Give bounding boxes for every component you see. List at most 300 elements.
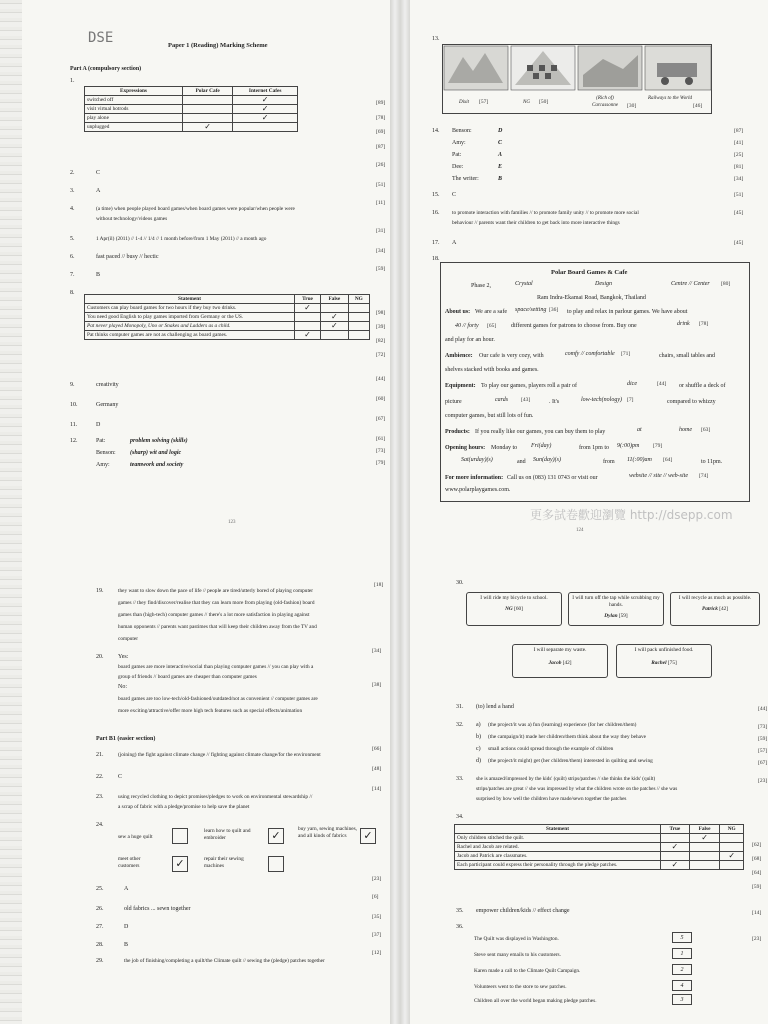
question-number: 11. (70, 422, 78, 428)
tick-cell: ✓ (183, 123, 233, 132)
form-title: Polar Board Games & Cafe (551, 269, 628, 276)
form-answer: Crystal (515, 281, 533, 287)
mark-ref: [44] (657, 381, 667, 387)
form-text: Ram Indra-Ekamai Road, Bangkok, Thailand (537, 295, 646, 301)
tick-cell: ✓ (233, 105, 298, 114)
mark-ref: [14] (752, 910, 762, 916)
form-answer: home (679, 427, 692, 433)
mark-ref: [51] (734, 192, 744, 198)
answer-text: teamwork and society (130, 462, 184, 468)
form-label: Products: (445, 429, 470, 435)
book-spine (400, 0, 410, 540)
question-number: 16. (432, 210, 440, 216)
mark-ref: [23] (752, 936, 762, 942)
table-row (85, 322, 370, 331)
pledge-text: I will recycle as much as possible. (678, 595, 752, 601)
mark-ref: [46] (693, 103, 703, 109)
form-answer: Design (595, 281, 612, 287)
answer-line: games // they find/discover/realise that they can learn more from playing (old-fashion) board (118, 600, 315, 606)
mark-ref: [60] (514, 606, 523, 612)
sub-label: b) (476, 734, 481, 740)
question-number: 30. (456, 580, 464, 586)
answer-line: games than (high-tech) computer games // there's a lot more satisfaction in playing against (118, 612, 310, 618)
mark-ref: [74] (699, 473, 709, 479)
tick-cell: ✓ (295, 331, 321, 340)
answer-text: old fabrics ... sewn together (124, 906, 191, 912)
answer-text: A (124, 886, 129, 892)
table-header: NG (348, 295, 369, 304)
mark-ref: [39] (376, 324, 386, 330)
form-answer: Centre // Center (671, 281, 710, 287)
handwritten-note: DSE (88, 30, 114, 46)
mark-ref: [61] (376, 436, 386, 442)
question-number: 15. (432, 192, 440, 198)
form-answer: Sat(urday)(s) (461, 457, 493, 463)
answer-text: (the project/it was a) fun (learning) experience (for her children/them) (488, 722, 637, 728)
answer-text: without technology/videos games (96, 216, 168, 222)
form-text: to 11pm. (701, 459, 723, 465)
table-cell: Rachel and Jacob are related. (455, 843, 661, 852)
page-edge-shadow (0, 0, 22, 540)
speaker-label: Pat: (96, 438, 106, 444)
question-number: 14. (432, 128, 440, 134)
mark-ref: [25] (734, 152, 744, 158)
mark-ref: [57] (479, 99, 489, 105)
page-123 (0, 0, 400, 540)
page-number: 123 (228, 520, 236, 525)
pledge-box (670, 592, 760, 626)
pledge-box (616, 644, 712, 678)
table-row (85, 304, 370, 313)
option-checkbox: ✓ (268, 828, 284, 844)
form-answer: cards (495, 397, 509, 403)
answer-text: A (452, 240, 457, 246)
answer-line: she is amazed/impressed by the kids' (quilt) strips/patches // she thinks the kids' (quilt) (476, 776, 656, 782)
table-row (455, 834, 744, 843)
table-cell: Each participant could express their personality through the pledge patches. (455, 861, 661, 870)
tick-cell (348, 322, 369, 331)
form-text: To play our games, players roll a pair of (481, 383, 578, 389)
picture-label: Dixit (459, 100, 469, 105)
form-answer: space/setting (515, 307, 547, 313)
mark-ref: [79] (653, 443, 663, 449)
question-number: 2. (70, 170, 75, 176)
answer-text: A (96, 188, 101, 194)
sequence-box: 5 (672, 932, 692, 943)
tick-cell (183, 96, 233, 105)
question-number: 1. (70, 78, 75, 84)
option-label: sew a huge quilt (118, 834, 153, 840)
pledge-answer: Rachel (651, 660, 667, 666)
mark-ref: [12] (372, 950, 382, 956)
pledge-box (466, 592, 562, 626)
expressions-table (84, 86, 298, 132)
question-number: 5. (70, 236, 75, 242)
form-text: Phase 2, (471, 283, 491, 289)
sequence-item: Volunteers went to the store to sew patches. (474, 984, 567, 990)
table-header: False (689, 825, 720, 834)
book-spine (390, 540, 400, 1024)
table-header: Polar Cafe (183, 87, 233, 96)
answer-line: computer (118, 636, 139, 642)
page-126 (400, 540, 768, 1024)
question-number: 35. (456, 908, 464, 914)
mark-ref: [78] (376, 115, 386, 121)
answer-text: C (96, 170, 101, 176)
mark-ref: [6] (372, 894, 379, 900)
option-checkbox: ✓ (360, 828, 376, 844)
mark-ref: [48] (372, 766, 382, 772)
question-number: 32. (456, 722, 464, 728)
mark-ref: [35] (372, 914, 382, 920)
form-answer: dice (627, 381, 637, 387)
form-answer: comfy // comfortable (565, 351, 615, 357)
table-cell: visit virtual hotrods (85, 105, 183, 114)
answer-line: group of friends // board games are cheaper than computer games (118, 674, 257, 680)
question-number: 28. (96, 942, 104, 948)
mark-ref: [44] (758, 706, 768, 712)
speaker-label: Benson: (96, 450, 116, 456)
answer-text: empower children/kids // effect change (476, 908, 570, 914)
answer-line: surprised by how well the children have made/sewn together the patches (476, 796, 627, 802)
table-row (85, 313, 370, 322)
form-answer: low-tech(nology) (581, 397, 622, 403)
tick-cell (689, 861, 720, 870)
answer-text: (the campaign/it) made her children/them think about the way they behave (488, 734, 646, 740)
table-cell: You need good English to play games imported from Germany or the US. (85, 313, 295, 322)
mark-ref: [80] (721, 281, 731, 287)
form-text: picture (445, 399, 462, 405)
answer-text: (the project/it might) get (her children/them) interested in quilting and sewing (488, 758, 653, 764)
answer-text: 1 Apr(il) (2011) // 1-4 // 1/4 // 1 month before/from 1 May (2011) // a month ago (96, 236, 267, 242)
answer-text: D (498, 128, 503, 134)
mark-ref: [68] (752, 856, 762, 862)
table-header: True (661, 825, 690, 834)
table-row (85, 331, 370, 340)
form-label: Equipment: (445, 383, 476, 389)
table-cell: play alone (85, 114, 183, 123)
mark-ref: [82] (376, 338, 386, 344)
mark-ref: [41] (734, 140, 744, 146)
tick-cell: ✓ (720, 852, 744, 861)
question-number: 7. (70, 272, 75, 278)
mark-ref: [34] (376, 248, 386, 254)
speaker-label: Dee: (452, 164, 464, 170)
form-text: If you really like our games, you can buy them to play (475, 429, 606, 435)
form-answer: 40 // forty (455, 323, 479, 329)
question-number: 22. (96, 774, 104, 780)
question-number: 6. (70, 254, 75, 260)
table-header: True (295, 295, 321, 304)
mark-ref: [78] (699, 321, 709, 327)
question-number: 27. (96, 924, 104, 930)
answer-text: (to) lend a hand (476, 704, 514, 710)
question-number: 9. (70, 382, 75, 388)
mark-ref: [59] (752, 884, 762, 890)
answer-text: B (124, 942, 129, 948)
mark-ref: [66] (372, 746, 382, 752)
picture-label: Railways to the World (647, 96, 693, 101)
question-number: 10. (70, 402, 78, 408)
tick-cell: ✓ (321, 322, 349, 331)
tick-cell: ✓ (233, 96, 298, 105)
mark-ref: [37] (372, 932, 382, 938)
mark-ref: [36] (549, 307, 559, 313)
answer-text: to promote interaction with families // to promote family unity // to promote more social (452, 210, 639, 216)
mark-ref: [44] (376, 376, 386, 382)
question-number: 23. (96, 794, 104, 800)
question-number: 17. (432, 240, 440, 246)
mark-ref: [59] (618, 613, 628, 619)
mark-ref: [81] (734, 164, 744, 170)
mark-ref: [73] (758, 724, 768, 730)
page-124 (400, 0, 768, 540)
question-number: 24. (96, 822, 104, 828)
game-pictures-strip (442, 44, 712, 114)
table-header: Statement (85, 295, 295, 304)
table-cell: unplugged (85, 123, 183, 132)
table-cell: Jacob and Patrick are classmates. (455, 852, 661, 861)
form-text: different games for patrons to choose from. Buy one (511, 323, 637, 329)
question-number: 34. (456, 814, 464, 820)
mark-ref: [23] (758, 778, 768, 784)
table-header: Internet Cafes (233, 87, 298, 96)
section-heading: Part A (compulsory section) (70, 66, 142, 72)
table-cell: Customers can play board games for two hours if they buy two drinks. (85, 304, 295, 313)
option-label: learn how to quilt and embroider (204, 828, 251, 841)
question-number: 8. (70, 290, 75, 296)
question-number: 31. (456, 704, 464, 710)
option-checkbox (172, 828, 188, 844)
mark-ref: [42] (719, 606, 729, 612)
tick-cell (233, 123, 298, 132)
mark-ref: [71] (621, 351, 631, 357)
pledge-answer: NG (505, 606, 513, 612)
answer-line: they want to slow down the pace of life // people are tired/utterly bored of playing computer (118, 588, 314, 594)
sequence-box: 4 (672, 980, 692, 991)
table-cell: Only children stitched the quilt. (455, 834, 661, 843)
form-text: Call us on (083) 131 0743 or visit our (507, 475, 598, 481)
mark-ref: [59] (758, 736, 768, 742)
question-number: 25. (96, 886, 104, 892)
question-number: 19. (96, 588, 104, 594)
option-checkbox (268, 856, 284, 872)
mark-ref: [45] (734, 210, 744, 216)
tick-cell (689, 852, 720, 861)
answer-text: E (498, 164, 503, 170)
answer-text: fast paced // busy // hectic (96, 254, 159, 260)
sequence-box: 3 (672, 994, 692, 1005)
table-cell: Pat thinks computer games are not as challenging as board games. (85, 331, 295, 340)
sequence-box: 2 (672, 964, 692, 975)
mark-ref: [63] (701, 427, 711, 433)
question-number: 18. (432, 256, 440, 262)
mark-ref: [98] (376, 310, 386, 316)
mark-ref: [60] (376, 396, 386, 402)
form-text: from 1pm to (579, 445, 609, 451)
option-label: repair their sewing machines (204, 856, 244, 869)
question-number: 29. (96, 958, 104, 964)
speaker-label: Amy: (452, 140, 466, 146)
mark-ref: [34] (734, 176, 744, 182)
form-label: Ambience: (445, 353, 473, 359)
sub-label: d) (476, 758, 481, 764)
question-number: 26. (96, 906, 104, 912)
mark-ref: [23] (372, 876, 382, 882)
mark-ref: [67] (376, 416, 386, 422)
answer-text: (joining) the fight against climate change // fighting against climate change/for the environment (118, 752, 321, 758)
mark-ref: [11] (376, 200, 385, 206)
mark-ref: [65] (487, 323, 497, 329)
sub-label: c) (476, 746, 481, 752)
tick-cell (348, 313, 369, 322)
page-number: 124 (576, 528, 584, 533)
pledge-text: I will separate my waste. (533, 647, 587, 653)
form-text: and play for an hour. (445, 337, 495, 343)
pledge-text: I will turn off the tap while scrubbing my hands. (572, 595, 660, 608)
table-header: Statement (455, 825, 661, 834)
sequence-item: Children all over the world began making pledge patches. (474, 998, 597, 1004)
answer-text: (sharp) wit and logic (130, 450, 182, 456)
tick-cell (348, 331, 369, 340)
answer-text: Germany (96, 402, 119, 408)
tick-cell: ✓ (689, 834, 720, 843)
watermark: 更多試卷歡迎瀏覽 http://dsepp.com (530, 508, 733, 522)
section-heading: Part B1 (easier section) (96, 736, 156, 742)
tick-cell (295, 313, 321, 322)
form-answer: 11(:00)am (627, 457, 652, 463)
form-label: For more information: (445, 475, 504, 481)
mark-ref: [75] (667, 660, 677, 666)
speaker-label: Pat: (452, 152, 462, 158)
game-pictures-image (443, 45, 713, 91)
answer-text: problem solving (skills) (130, 438, 188, 444)
tick-cell (689, 843, 720, 852)
form-text: . It's (549, 399, 560, 405)
mark-ref: [87] (734, 128, 744, 134)
form-answer: Fri(day) (531, 443, 552, 449)
answer-text: small actions could spread through the example of children (488, 746, 614, 752)
mark-ref: [59] (376, 266, 386, 272)
form-text: Monday to (491, 445, 518, 451)
tick-cell: ✓ (661, 843, 690, 852)
question-number: 20. (96, 654, 104, 660)
answer-text: B (96, 272, 101, 278)
form-text: and (517, 459, 526, 465)
answer-text: using recycled clothing to depict promises/pledges to work on environmental stewardship // (118, 794, 313, 800)
answer-text: (a time) when people played board games/when board games were popular/when people were (96, 206, 295, 212)
pledge-text: I will pack unfinished food. (634, 647, 694, 653)
mark-ref: [62] (752, 842, 762, 848)
mark-ref: [30] (627, 103, 637, 109)
answer-text: D (124, 924, 129, 930)
mark-ref: [14] (372, 786, 382, 792)
pledge-text: I will ride my bicycle to school. (480, 595, 548, 601)
table-row (455, 843, 744, 852)
table-row (455, 852, 744, 861)
tick-cell (720, 834, 744, 843)
answer-line: human opponents // parents want pastimes that will keep their children away from the TV and (118, 624, 317, 630)
form-label: Opening hours: (445, 445, 486, 451)
mark-ref: [57] (758, 748, 768, 754)
mark-ref: [7] (627, 397, 634, 403)
answer-line: board games are more interactive/social than playing computer games // you can play with a (118, 664, 314, 670)
form-answer: 9(:00)pm (617, 443, 640, 449)
table-row (455, 861, 744, 870)
mark-ref: [34] (372, 648, 382, 654)
form-text: We are a safe (475, 309, 507, 315)
answer-text: the job of finishing/completing a quilt/the Climate quilt // sewing the (pledge) patches together (124, 958, 325, 964)
sequence-item: Steve sent many emails to his customers. (474, 952, 561, 958)
form-text: www.polarplaygames.com. (445, 487, 511, 493)
mark-ref: [45] (734, 240, 744, 246)
table-header: False (321, 295, 349, 304)
answer-line: more exciting/attractive/offer more high tech features such as special effects/animation (118, 708, 303, 714)
answer-heading: Yes: (118, 654, 129, 660)
form-text: from (603, 459, 615, 465)
answer-text: C (498, 140, 503, 146)
question-number: 12. (70, 438, 78, 444)
cafe-info-form (440, 262, 750, 502)
page-125 (0, 540, 400, 1024)
answer-text: a scrap of fabric with a pledge/promise to help save the planet (118, 804, 250, 810)
option-label: meet other customers (118, 856, 141, 869)
statement-table (84, 294, 370, 340)
mark-ref: [51] (376, 182, 386, 188)
form-text: Our cafe is very cozy, with (479, 353, 544, 359)
question-number: 13. (432, 36, 440, 42)
mark-ref: [79] (376, 460, 386, 466)
question-number: 21. (96, 752, 104, 758)
question-number: 33. (456, 776, 464, 782)
option-label: buy yarn, sewing machines, and all kinds of fabrics (298, 826, 357, 839)
page-title: Paper 1 (Reading) Marking Scheme (168, 42, 268, 49)
mark-ref: [72] (376, 352, 386, 358)
sequence-item: The Quilt was displayed in Washington. (474, 936, 559, 942)
pledge-answer: Dylan (604, 613, 618, 619)
form-answer: Sun(day)(s) (533, 457, 561, 463)
mark-ref: [43] (521, 397, 531, 403)
answer-text: C (452, 192, 457, 198)
answer-heading: No: (118, 684, 127, 690)
statement-table (454, 824, 744, 870)
tick-cell: ✓ (233, 114, 298, 123)
tick-cell (183, 105, 233, 114)
mark-ref: [50] (539, 99, 549, 105)
speaker-label: Amy: (96, 462, 110, 468)
page-edge-shadow (0, 540, 22, 1024)
answer-line: board games are too low-tech/old-fashioned/outdated/not as convenient // computer games are (118, 696, 318, 702)
mark-ref: [26] (376, 162, 386, 168)
answer-text: creativity (96, 382, 119, 388)
form-label: About us: (445, 309, 471, 315)
question-number: 36. (456, 924, 464, 930)
answer-line: strips/patches are great // she was impressed by what the children wrote on the patches // she was (476, 786, 678, 792)
answer-text: behaviour // parents want their children to get back into more interactive things (452, 220, 620, 226)
sequence-item: Karen made a call to the Climate Quilt Campaign. (474, 968, 581, 974)
mark-ref: [69] (376, 129, 386, 135)
form-text: compared to whizzy (667, 399, 716, 405)
pledge-answer: Patrick (701, 606, 718, 612)
table-cell: switched off (85, 96, 183, 105)
table-header: Expressions (85, 87, 183, 96)
mark-ref: [42] (562, 660, 572, 666)
question-number: 3. (70, 188, 75, 194)
answer-text: C (118, 774, 123, 780)
form-answer: drink (677, 321, 690, 327)
pledge-box (512, 644, 608, 678)
picture-label: (Rich of) Carcassonne (592, 96, 618, 108)
